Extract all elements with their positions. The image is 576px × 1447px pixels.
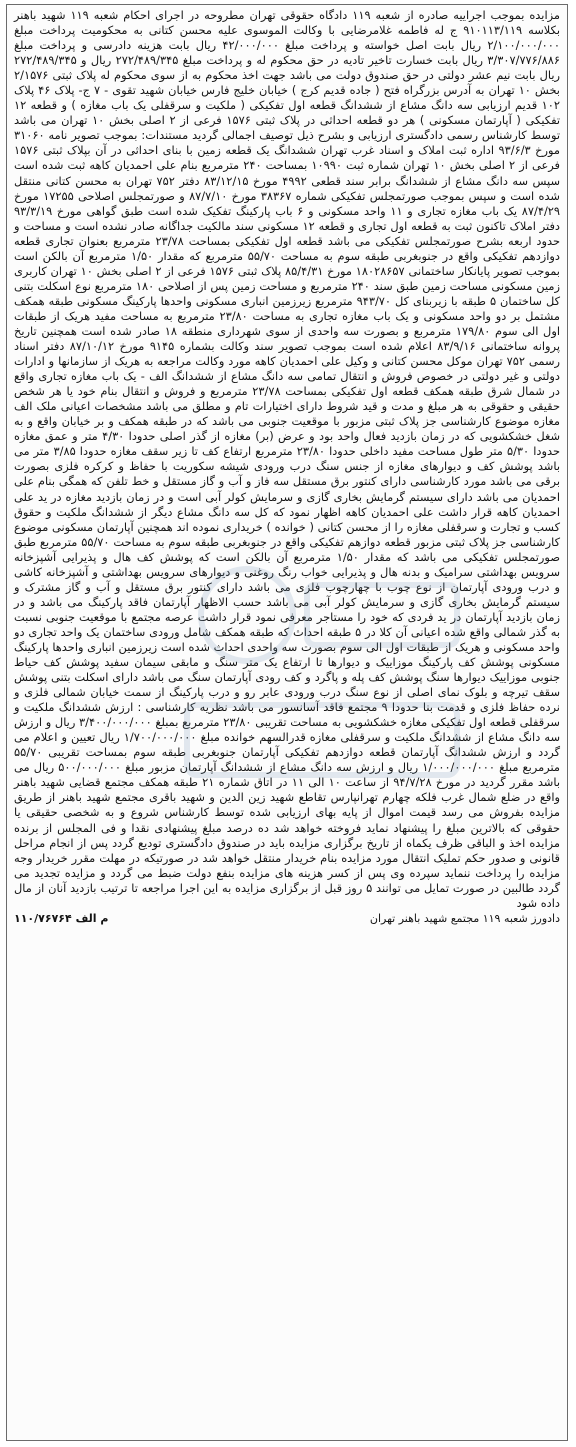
notice-signer: دادورز شعبه ۱۱۹ مجتمع شهید باهنر تهران	[369, 911, 560, 925]
notice-body-text: مزایده بموجب اجراییه صادره از شعبه ۱۱۹ دادگاه حقوقی تهران مطروحه در اجرای احکام شعبه ۱۱۹ شهید باهنر بکلاسه ۹۱۰۱۱۳/۱۱۹ ج له فاطمه غلامرضایی با وکالت الموسوی علیه محسن کتانی به محکومیت پرداخت مبلغ ۲/۱۰۰/۰۰۰/۰۰۰ ریال بابت اصل خواسته و پرداخت مبلغ ۴۲/۰۰۰/۰۰۰ ریال بابت هزینه دادرسی و پرداخت مبلغ ۳/۳۰۷/۷۷۶/۸۸۶ ریال بابت خسارت تاخیر تادیه در حق محکوم له و پرداخت مبلغ ۲۷۲/۴۸۹/۳۴۵ ریال و ۲۷۲/۴۸۹/۳۴۵ ریال بابت نیم عشر دولتی در حق صندوق دولت می باشد جهت اخذ محکوم به از سوی محکوم له پلاک ثبتی ۲/۱۵۷۶ بخش ۱۰ تهران به آدرس بزرگراه فتح ( جاده قدیم کرج ) خیابان خلیج فارس خیابان شهید تقوی - ۷ ج- پلاک ۴۶ پلاک ۱۰۲ قدیم ارزیابی سه دانگ مشاع از ششدانگ قطعه اول تفکیکی ( ملکیت و سرقفلی یک باب مغازه ) و قطعه ۱۲ تفکیکی ( آپارتمان مسکونی ) هر دو قطعه احداثی در پلاک ثبتی ۱۵۷۶ فرعی از ۲ اصلی بخش ۱۰ تهران می باشد توسط کارشناس رسمی دادگستری ارزیابی و بشرح ذیل توصیف اجمالی گردید مستندات: بموجب تصویر نامه ۳۱۰۶۰ مورخ ۹۳/۶/۳ اداره ثبت املاک و اسناد غرب تهران ششدانگ یک قطعه زمین با بنای احداثی در آن بپلاک ثبتی ۱۵۷۶ فرعی از ۲ اصلی بخش ۱۰ تهران شماره ثبت ۱۰۹۹۰ بمساحت ۲۴۰ مترمربع بنام علی احمدیان کاهه ثبت شده است سپس سه دانگ مشاع از ششدانگ برابر سند قطعی ۴۹۹۲ مورخ ۸۳/۱۲/۱۵ دفتر ۷۵۲ تهران به محسن کتانی منتقل شده است و سپس بموجب صورتمجلس تفکیکی شماره ۳۸۳۶۷ مورخ ۸۷/۷/۱۰ و صورتمجلس اصلاحی ۱۷۲۵۵ مورخ ۸۷/۴/۲۹ یک باب مغازه تجاری و ۱۱ واحد مسکونی و ۶ باب پارکینگ تفکیک شده است طبق گواهی مورخ ۹۳/۳/۱۹ دفتر املاک تاکنون ثبت به قطعه اول تجاری و قطعه ۱۲ مسکونی سند مالکیت جداگانه صادر نشده است و مساحت و حدود اربعه بشرح صورتمجلس تفکیکی می باشد قطعه اول تفکیکی بمساحت ۲۳/۷۸ مترمربع بعنوان تجاری قطعه دوازدهم تفکیکی واقع در جنوبغربی طبقه سوم به مساحت ۵۵/۷۰ مترمربع که مقدار ۱/۵۰ مترمربع آن بالکن است بموجب تصویر پایانکار ساختمانی ۱۸۰۲۸۶۵۷ مورخ ۸۵/۴/۳۱ پلاک ثبتی ۱۵۷۶ فرعی از ۲ اصلی بخش ۱۰ تهران کاربری زمین مسکونی مساحت زمین طبق سند ۲۴۰ مترمربع و مساحت زمین پس از اصلاحی ۱۸۰ مترمربع نوع اسکلت بتنی کل ساختمان ۵ طبقه با زیربنای کل ۹۴۳/۷۰ مترمربع زیرزمین انباری مسکونی واحدها پارکینگ مسکونی طبقه همکف مشتمل بر دو واحد مسکونی و یک باب مغازه تجاری به مساحت ۲۳/۸۰ مترمربع به مساحت مفید هریک از طبقات اول الی سوم ۱۷۹/۸۰ مترمربع و بصورت سه واحدی از سوی شهرداری منطقه ۱۸ صادر شده است همچنین تاریخ پروانه ساختمانی ۸۳/۹/۱۶ اعلام شده است بموجب تصویر سند وکالت بشماره ۹۱۴۵ مورخ ۸۷/۱۰/۱۲ دفتر اسناد رسمی ۷۵۲ تهران موکل محسن کتانی و وکیل علی احمدیان کاهه مورد وکالت مراجعه به هریک از سازمانها و ادارات دولتی و غیر دولتی در خصوص فروش و انتقال تمامی سه دانگ مشاع از ششدانگ الف - یک باب مغازه تجاری واقع در شمال شرق طبقه همکف قطعه اول تفکیکی بمساحت ۲۳/۷۸ مترمربع و فروش و انتقال بنام خود یا هر شخص حقیقی و حقوقی به هر مبلغ و مدت و قید شروط دارای اختیارات تام و مطلق می باشد مشخصات اعیانی ملک الف مغازه موضوع کارشناسی جز پلاک ثبتی مزبور با موقعیت جنوبی می باشد که در طبقه همکف و بر خیابان واقع و به شغل خشکشویی که در زمان بازدید فعال واحد بود و عرض (بر) مغازه از گذر اصلی حدودا ۴/۳۰ متر و عمق مغازه حدودا ۵/۳۰ متر طول مساحت مفید داخلی حدودا ۲۳/۸۰ مترمربع ارتفاع کف تا زیر سقف مغازه حدودا ۳/۸۵ متر می باشد پوشش کف و دیوارهای مغازه از جنس سنگ درب ورودی شیشه سکوریت با حفاظ و کرکره فلزی بصورت برقی می باشد مورد کارشناسی دارای کنتور برق مستقل سه فاز و آب و گاز مستقل و خط تلفن که همگی بنام علی احمدیان می باشد دارای سیستم گرمایش بخاری گازی و سرمایش کولر آبی است و در زمان بازدید مغازه در ید علی احمدیان کاهه قرار داشت علی احمدیان کاهه اظهار نمود که کل سه دانگ مشاع دیگر از ششدانگ ملکیت و حقوق کسب و تجارت و سرقفلی مغازه را از محسن کتانی ( خوانده ) خریداری نموده اند همچنین آپارتمان مسکونی موضوع کارشناسی جز پلاک ثبتی مزبور قطعه دوازهم تفکیکی واقع در جنوبغربی طبقه سوم به مساحت ۵۵/۷۰ مترمربع طبق صورتمجلس تفکیکی می باشد که مقدار ۱/۵۰ مترمربع آن بالکن است که پوشش کف هال و پذیرایی آشپزخانه سرویس بهداشتی سرامیک و بدنه هال و پذیرایی خواب رنگ روغنی و دیوارهای سرویس بهداشتی و آشپزخانه کاشی و درب ورودی آپارتمان از نوع چوب با چهارچوب فلزی می باشد دارای کنتور برق مستقل و آب و گاز مشترک و سیستم گرمایش بخاری گازی و سرمایش کولر آبی می باشد حسب الاظهار آپارتمان فاقد پارکینگ می باشد و در زمان بازدید آپارتمان در ید فردی که خود را مستاجر معرفی نمود قرار داشت عرصه مجتمع با موقعیت جنوبی نسبت به گذر شمالی واقع شده اعیانی آن کلا در ۵ طبقه احداث که طبقه همکف شامل ورودی ساختمان یک واحد تجاری دو واحد مسکونی و هریک از طبقات اول الی سوم بصورت سه واحدی احداث شده است زیرزمین انباری واحدها پارکینگ مسکونی پوشش کف پارکینگ موزاییک و دیوارها تا ارتفاع یک متر سنگ و مابقی سیمان سفید پوشش کف حیاط جنوبی موزاییک دیوارها سنگ پوشش کف پله و پاگرد و کف رودی آپارتمان سنگ می باشد دارای اسکلت بتنی پوشش سقف تیرچه و بلوک نمای اصلی از نوع سنگ درب ورودی عابر رو و درب پارکینگ از سمت خیابان شمالی فلزی و نرده حفاظ فلزی و قدمت بنا حدودا ۹ مجتمع فاقد آسانسور می باشد نظریه کارشناسی : ارزش ششدانگ ملکیت و سرقفلی قطعه اول تفکیکی مغازه خشکشویی به مساحت تقریبی ۲۳/۸۰ مترمربع بمبلغ ۳/۴۰۰/۰۰۰/۰۰۰ ریال و ارزش سه دانگ مشاع از ششدانگ ملکیت و سرقفلی مغازه قدرالسهم خوانده مبلغ ۱/۷۰۰/۰۰۰/۰۰۰ ریال تعیین و اعلام می گردد و ارزش ششدانگ آپارتمان قطعه دوازدهم تفکیکی آپارتمان جنوبغربی طبقه سوم بمساحت تقریبی ۵۵/۷۰ مترمربع مبلغ ۱/۰۰۰/۰۰۰/۰۰۰ ریال و ارزش سه دانگ مشاع از ششدانگ آپارتمان مزبور مبلغ ۵۰۰/۰۰۰/۰۰۰ ریال می باشد مقرر گردید در مورخ ۹۴/۷/۲۸ از ساعت ۱۰ الی ۱۱ در اتاق شماره ۲۱ طبقه همکف مجتمع قضایی شهید باهنر واقع در ضلع شمال غرب فلکه چهارم تهرانپارس تقاطع شهید زین الدین و شهید باقری مجتمع شهید باهنر از طریق مزایده بفروش می رسد قیمت اموال از پایه بهای ارزیابی شده توسط کارشناس شروع و به شخصی حقیقی یا حقوقی که بالاترین مبلغ را پیشنهاد نماید فروخته خواهد شد ده درصد مبلغ پیشنهادی نقدا و فی المجلس از برنده مزایده اخذ و الباقی ظرف یکماه از تاریخ برگزاری مزایده باید در صندوق دادگستری تودیع گردد پس از انجام مراحل قانونی و صدور حکم تملیک انتقال مورد مزایده بنام خریدار منتقل خواهد شد در صورتیکه در مهلت مقرر خریدار وجه مزایده را پرداخت ننماید سپرده وی پس از کسر هزینه های مزایده بنفع دولت ضبط می گردد و مزایده تجدید می گردد طالبین در صورت تمایل می توانند ۵ روز قبل از برگزاری مزایده به این اجرا مراجعه تا ترتیب بازدید آنان از مال داده شود	[14, 8, 561, 910]
notice-reference-code: ۱۱۰/۷۶۷۶۴ م الف	[14, 911, 109, 925]
auction-notice	[6, 4, 568, 1441]
notice-footer	[14, 911, 560, 926]
